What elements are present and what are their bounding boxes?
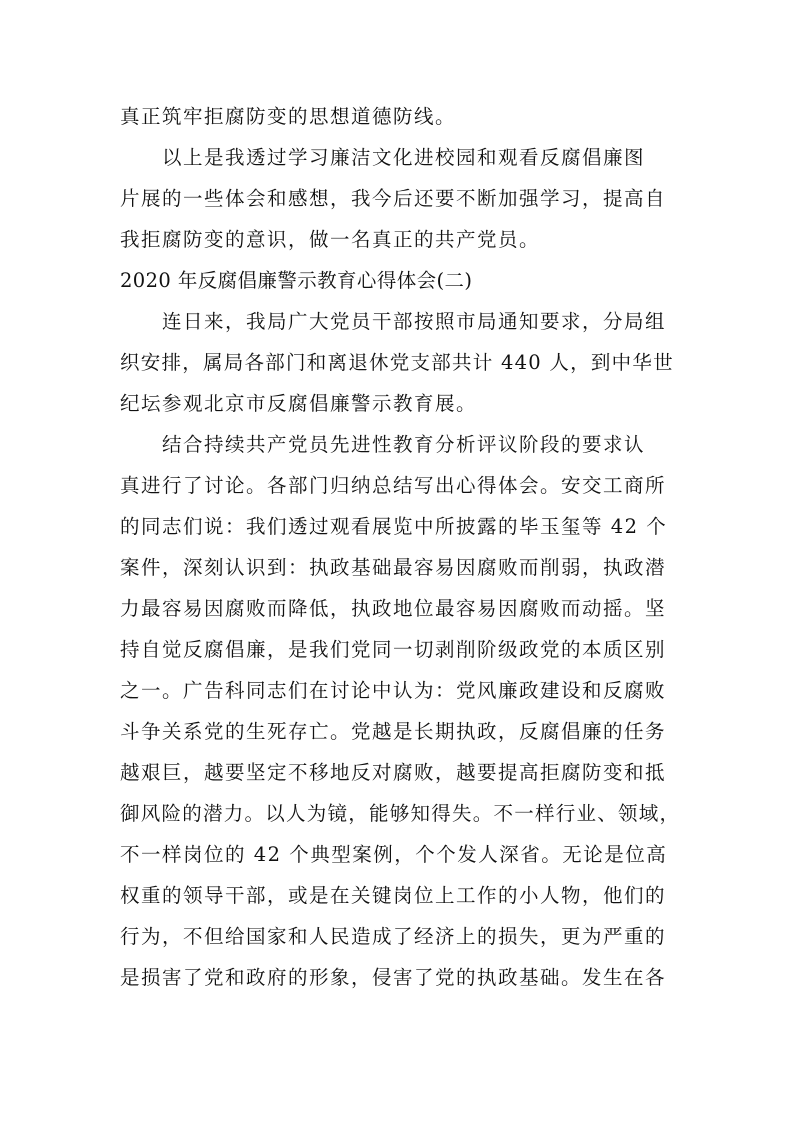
text-line: 我拒腐防变的意识，做一名真正的共产党员。	[120, 228, 541, 251]
text-line: 真正筑牢拒腐防变的思想道德防线。	[120, 105, 457, 128]
text-line: 连日来，我局广大党员干部按照市局通知要求，分局组	[162, 310, 667, 333]
text-line: 织安排，属局各部门和离退休党支部共计 440 人，到中华世	[120, 351, 674, 374]
text-line: 斗争关系党的生死存亡。党越是长期执政，反腐倡廉的任务	[120, 720, 667, 743]
text-line: 持自觉反腐倡廉，是我们党同一切剥削阶级政党的本质区别	[120, 638, 667, 661]
text-line: 御风险的潜力。以人为镜，能够知得失。不一样行业、领域，	[120, 802, 681, 825]
text-line: 案件，深刻认识到：执政基础最容易因腐败而削弱，执政潜	[120, 556, 667, 579]
text-line: 片展的一些体会和感想，我今后还要不断加强学习，提高自	[120, 187, 667, 210]
text-line: 行为，不但给国家和人民造成了经济上的损失，更为严重的	[120, 925, 667, 948]
text-line: 真进行了讨论。各部门归纳总结写出心得体会。安交工商所	[120, 474, 667, 497]
section-heading: 2020 年反腐倡廉警示教育心得体会(二)	[120, 269, 473, 292]
text-line: 是损害了党和政府的形象，侵害了党的执政基础。发生在各	[120, 966, 667, 989]
text-line: 不一样岗位的 42 个典型案例，个个发人深省。无论是位高	[120, 843, 668, 866]
text-line: 之一。广告科同志们在讨论中认为：党风廉政建设和反腐败	[120, 679, 667, 702]
text-line: 越艰巨，越要坚定不移地反对腐败，越要提高拒腐防变和抵	[120, 761, 667, 784]
text-line: 力最容易因腐败而降低，执政地位最容易因腐败而动摇。坚	[120, 597, 667, 620]
text-line: 结合持续共产党员先进性教育分析评议阶段的要求认	[162, 433, 646, 456]
document-body	[120, 96, 680, 998]
text-line: 的同志们说：我们透过观看展览中所披露的毕玉玺等 42 个	[120, 515, 668, 538]
text-line: 权重的领导干部，或是在关键岗位上工作的小人物，他们的	[120, 884, 667, 907]
text-line: 纪坛参观北京市反腐倡廉警示教育展。	[120, 392, 478, 415]
text-line: 以上是我透过学习廉洁文化进校园和观看反腐倡廉图	[162, 146, 646, 169]
